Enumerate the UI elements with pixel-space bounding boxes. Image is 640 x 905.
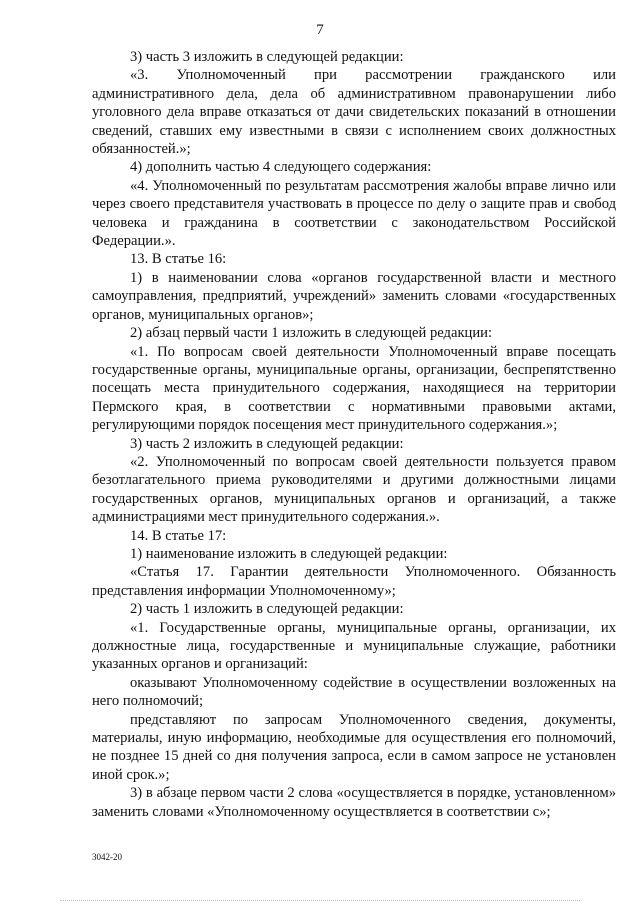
page-number: 7 xyxy=(316,22,324,38)
paragraph: «Статья 17. Гарантии деятельности Уполномоченного. Обязанность представления информации Уполномоченному»; xyxy=(92,564,616,599)
paragraph: 4) дополнить частью 4 следующего содержания: xyxy=(130,159,432,176)
paragraph: «2. Уполномоченный по вопросам своей деятельности пользуется правом безотлагательного приема руководителями и другими должностными лицами государственных органов, муниципальных органов и организаций, а также администрациями мест принудительного содержания.». xyxy=(92,453,616,526)
document-body xyxy=(92,48,616,821)
paragraph: «4. Уполномоченный по результатам рассмотрения жалобы вправе лично или через своего представителя участвовать в процессе по делу о защите прав и свобод человека и гражданина в соответствии с законодательством Российской Федерации.». xyxy=(92,177,616,250)
paragraph: «1. По вопросам своей деятельности Уполномоченный вправе посещать государственные органы, муниципальные органы, организации, беспрепятственно посещать места принудительного содержания, находящиеся на территории Пермского края, в соответствии с нормативными правовыми актами, регулирующими порядок посещения мест принудительного содержания.»; xyxy=(92,343,616,434)
paragraph: 13. В статье 16: xyxy=(130,251,227,268)
paragraph: 1) наименование изложить в следующей редакции: xyxy=(130,545,448,562)
paragraph: оказывают Уполномоченному содействие в осуществлении возложенных на него полномочий; xyxy=(92,674,616,710)
paragraph: 14. В статье 17: xyxy=(130,527,227,544)
paragraph: 3) часть 2 изложить в следующей редакции: xyxy=(130,435,404,452)
paragraph: 3) в абзаце первом части 2 слова «осуществляется в порядке, установленном» заменить словами «Уполномоченному осуществляется в соответствии с»; xyxy=(92,785,616,820)
paragraph: «1. Государственные органы, муниципальные органы, организации, их должностные лица, государственные и муниципальные служащие, работники указанных органов и организаций: xyxy=(92,619,616,673)
paragraph: 2) часть 1 изложить в следующей редакции: xyxy=(130,601,404,618)
paragraph: 2) абзац первый части 1 изложить в следующей редакции: xyxy=(130,325,493,342)
document-code: 3042-20 xyxy=(92,852,122,862)
paragraph: 3) часть 3 изложить в следующей редакции: xyxy=(130,49,404,65)
paragraph: 1) в наименовании слова «органов государственной власти и местного самоуправления, предприятий, учреждений» заменить словами «государственных органов, муниципальных органов»; xyxy=(92,269,616,323)
paragraph: «3. Уполномоченный при рассмотрении гражданского или административного дела, дела об административном правонарушении либо уголовного дела вправе отказаться от дачи свидетельских показаний в отношении сведений, ставших ему известными в связи с исполнением своих должностных обязанностей.»; xyxy=(92,67,616,158)
bottom-divider xyxy=(60,900,580,901)
paragraph: представляют по запросам Уполномоченного сведения, документы, материалы, иную информацию, необходимые для осуществления его полномочий, не позднее 15 дней со дня получения запроса, если в самом запросе не установлен иной срок.»; xyxy=(92,711,616,783)
